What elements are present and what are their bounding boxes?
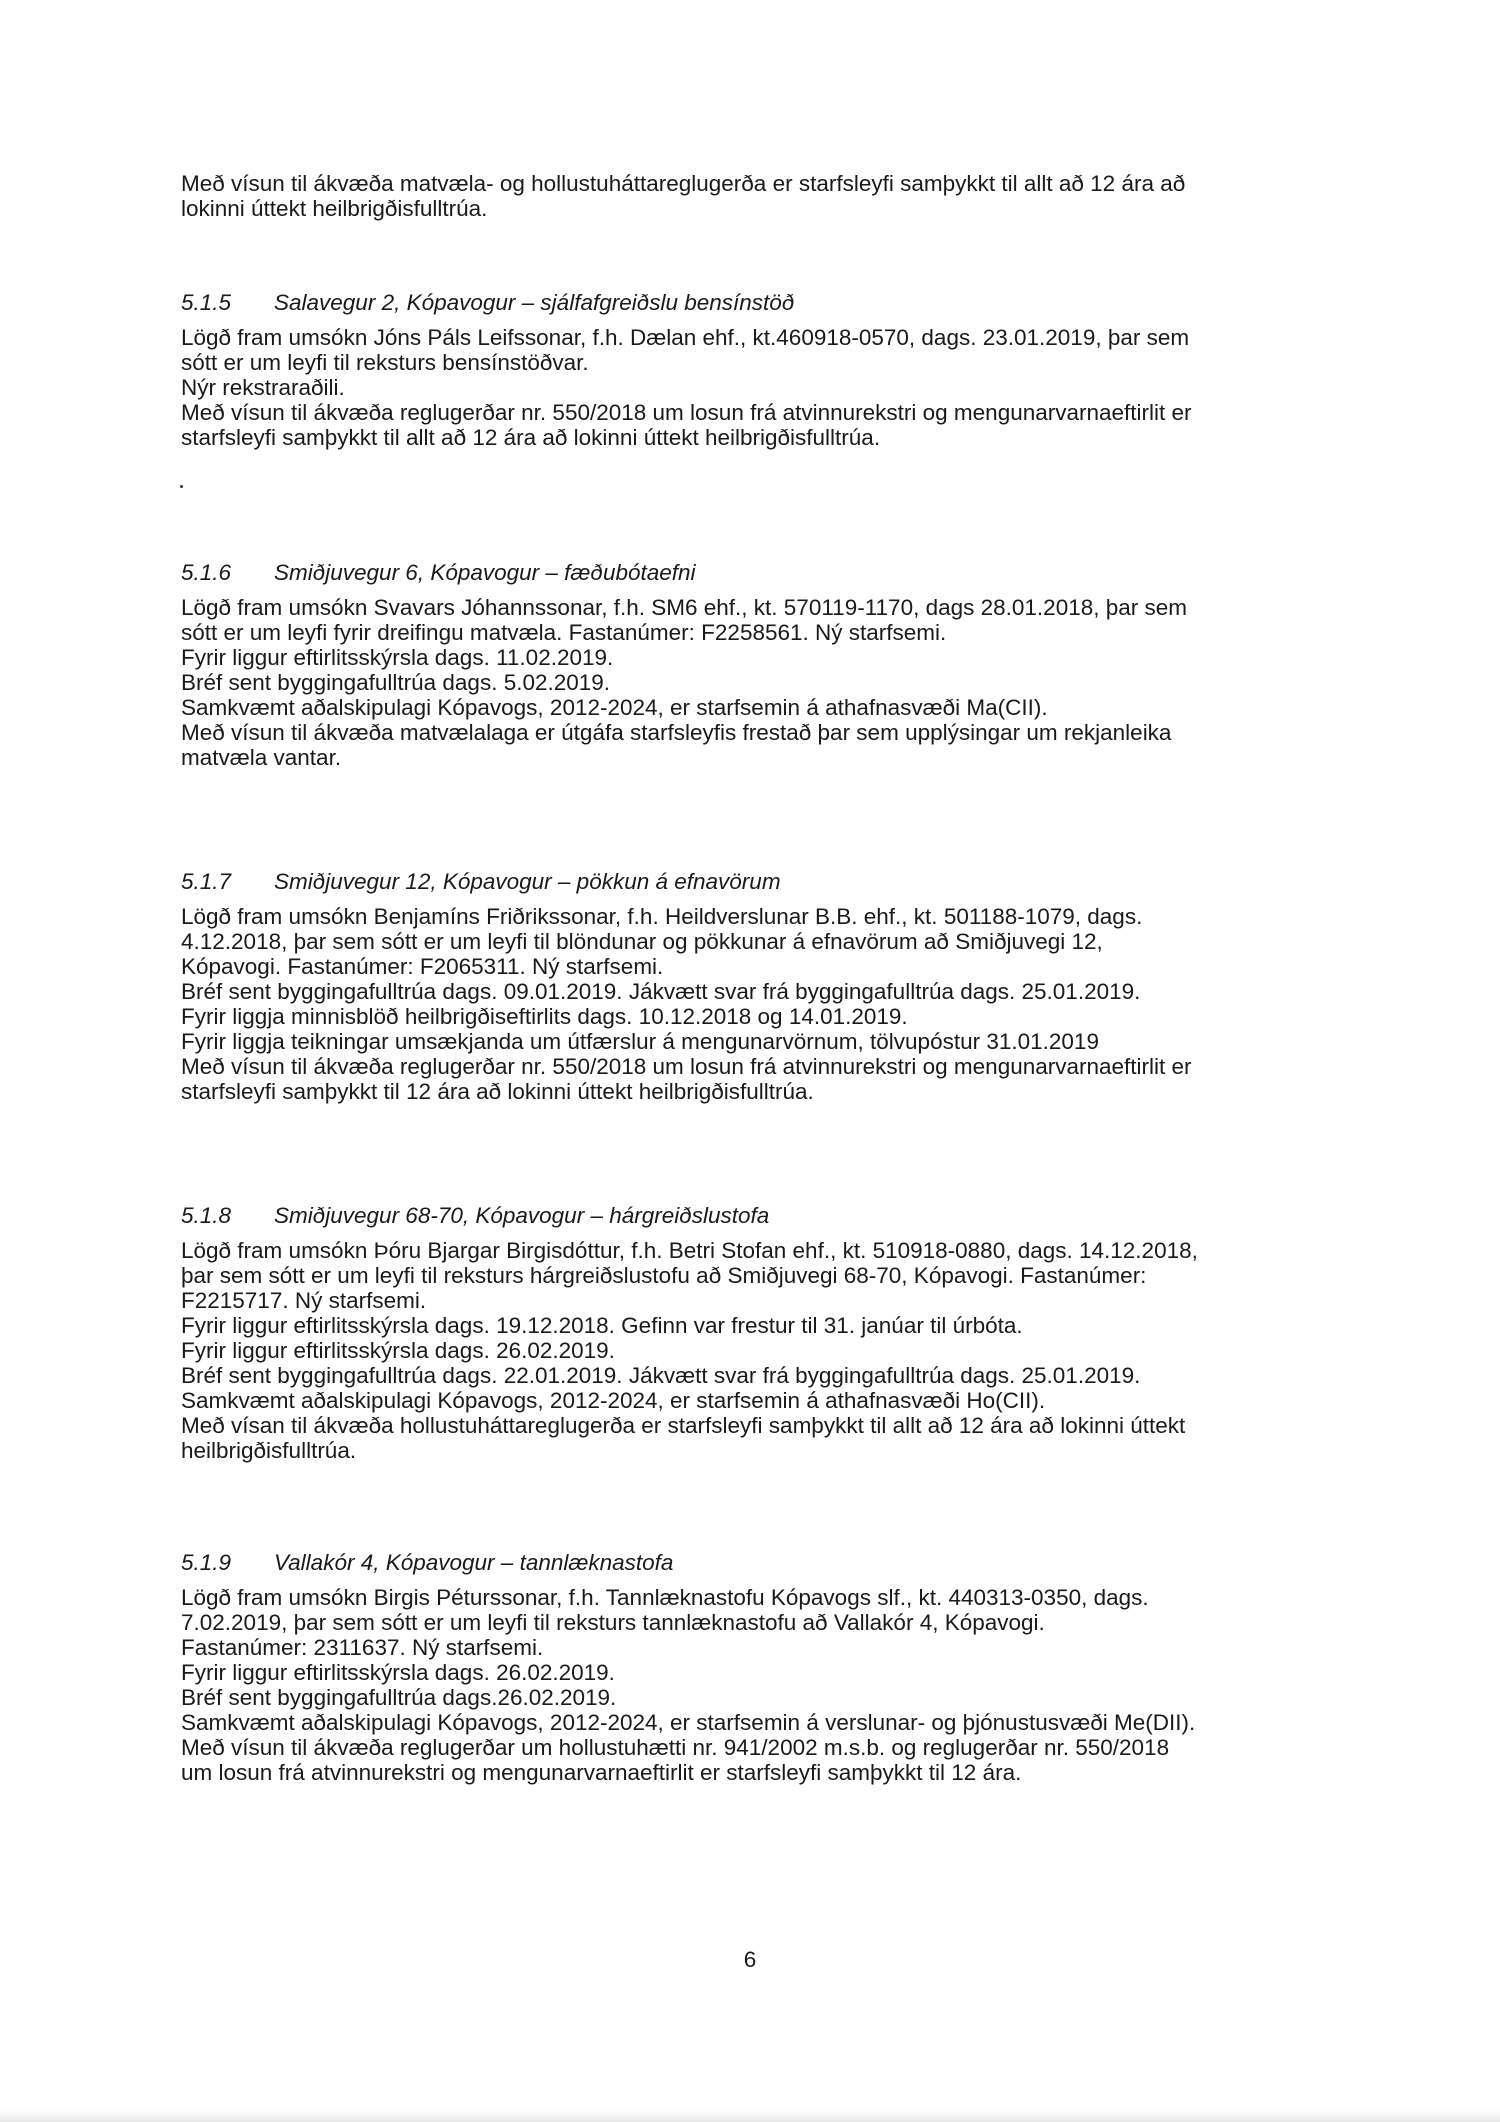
section-5-1-9: [181, 1550, 1341, 1785]
section-heading: [181, 290, 1341, 315]
section-number: 5.1.7: [181, 869, 232, 894]
body-line: Kópavogi. Fastanúmer: F2065311. Ný starfsemi.: [181, 954, 664, 979]
scan-speck: [180, 485, 183, 488]
body-line: Fyrir liggur eftirlitsskýrsla dags. 26.02.2019.: [181, 1338, 615, 1363]
body-line: Lögð fram umsókn Birgis Péturssonar, f.h. Tannlæknastofu Kópavogs slf., kt. 440313-0350, dags.: [181, 1585, 1149, 1610]
body-line: Bréf sent byggingafulltrúa dags. 5.02.2019.: [181, 670, 611, 695]
body-line: matvæla vantar.: [181, 745, 342, 770]
section-title: Salavegur 2, Kópavogur – sjálfafgreiðslu bensínstöð: [274, 290, 795, 315]
body-line: starfsleyfi samþykkt til allt að 12 ára að lokinni úttekt heilbrigðisfulltrúa.: [181, 425, 881, 450]
body-line: Með vísan til ákvæða hollustuháttareglugerða er starfsleyfi samþykkt til allt að 12 ára að lokinni úttekt: [181, 1413, 1186, 1438]
section-number: 5.1.9: [181, 1550, 232, 1575]
section-5-1-6: [181, 560, 1341, 770]
body-line: Með vísun til ákvæða reglugerðar um hollustuhætti nr. 941/2002 m.s.b. og reglugerðar nr. 550/2018: [181, 1735, 1170, 1760]
body-line: Fyrir liggja teikningar umsækjanda um útfærslur á mengunarvörnum, tölvupóstur 31.01.2019: [181, 1029, 1099, 1054]
scan-edge: [0, 2110, 1500, 2122]
body-line: 4.12.2018, þar sem sótt er um leyfi til blöndunar og pökkunar á efnavörum að Smiðjuvegi 12,: [181, 929, 1103, 954]
section-number: 5.1.5: [181, 290, 232, 315]
body-line: Fyrir liggur eftirlitsskýrsla dags. 26.02.2019.: [181, 1660, 615, 1685]
body-line: Bréf sent byggingafulltrúa dags. 22.01.2019. Jákvætt svar frá byggingafulltrúa dags. 25.01.2019.: [181, 1363, 1141, 1388]
body-line: Samkvæmt aðalskipulagi Kópavogs, 2012-2024, er starfsemin á athafnasvæði Ho(CII).: [181, 1388, 1046, 1413]
section-number: 5.1.8: [181, 1203, 232, 1228]
section-title: Smiðjuvegur 6, Kópavogur – fæðubótaefni: [274, 560, 696, 585]
body-line: starfsleyfi samþykkt til 12 ára að lokinni úttekt heilbrigðisfulltrúa.: [181, 1079, 814, 1104]
section-heading: [181, 1550, 1341, 1575]
body-line: Bréf sent byggingafulltrúa dags.26.02.2019.: [181, 1685, 617, 1710]
body-line: Nýr rekstraraðili.: [181, 375, 345, 400]
body-line: Fyrir liggur eftirlitsskýrsla dags. 19.12.2018. Gefinn var frestur til 31. janúar til úrbóta.: [181, 1313, 1023, 1338]
section-number: 5.1.6: [181, 560, 232, 585]
body-line: 7.02.2019, þar sem sótt er um leyfi til reksturs tannlæknastofu að Vallakór 4, Kópavogi.: [181, 1610, 1045, 1635]
body-line: sótt er um leyfi fyrir dreifingu matvæla. Fastanúmer: F2258561. Ný starfsemi.: [181, 620, 947, 645]
section-5-1-5: [181, 290, 1341, 450]
page-number: 6: [743, 1947, 757, 1972]
section-5-1-8: [181, 1203, 1341, 1463]
body-line: Samkvæmt aðalskipulagi Kópavogs, 2012-2024, er starfsemin á verslunar- og þjónustusvæði Me(DII).: [181, 1710, 1196, 1735]
body-line: Með vísun til ákvæða reglugerðar nr. 550/2018 um losun frá atvinnurekstri og mengunarvarnaeftirlit er: [181, 400, 1192, 425]
body-line: um losun frá atvinnurekstri og mengunarvarnaeftirlit er starfsleyfi samþykkt til 12 ára.: [181, 1760, 1022, 1785]
intro-paragraph: [181, 171, 1341, 221]
section-heading: [181, 560, 1341, 585]
section-heading: [181, 1203, 1341, 1228]
body-line: sótt er um leyfi til reksturs bensínstöðvar.: [181, 350, 589, 375]
body-line: Lögð fram umsókn Þóru Bjargar Birgisdóttur, f.h. Betri Stofan ehf., kt. 510918-0880, dags. 14.12.2018,: [181, 1238, 1198, 1263]
body-line: Lögð fram umsókn Jóns Páls Leifssonar, f.h. Dælan ehf., kt.460918-0570, dags. 23.01.2019, þar sem: [181, 325, 1190, 350]
section-5-1-7: [181, 869, 1341, 1104]
section-title: Vallakór 4, Kópavogur – tannlæknastofa: [274, 1550, 674, 1575]
section-title: Smiðjuvegur 12, Kópavogur – pökkun á efnavörum: [274, 869, 781, 894]
body-line: Samkvæmt aðalskipulagi Kópavogs, 2012-2024, er starfsemin á athafnasvæði Ma(CII).: [181, 695, 1048, 720]
body-line: Með vísun til ákvæða reglugerðar nr. 550/2018 um losun frá atvinnurekstri og mengunarvarnaeftirlit er: [181, 1054, 1192, 1079]
body-line: F2215717. Ný starfsemi.: [181, 1288, 427, 1313]
intro-line: lokinni úttekt heilbrigðisfulltrúa.: [181, 196, 488, 221]
body-line: Fyrir liggur eftirlitsskýrsla dags. 11.02.2019.: [181, 645, 614, 670]
body-line: Lögð fram umsókn Svavars Jóhannssonar, f.h. SM6 ehf., kt. 570119-1170, dags 28.01.2018, þar sem: [181, 595, 1188, 620]
section-heading: [181, 869, 1341, 894]
intro-line: Með vísun til ákvæða matvæla- og hollustuháttareglugerða er starfsleyfi samþykkt til allt að 12 ára að: [181, 171, 1186, 196]
body-line: Bréf sent byggingafulltrúa dags. 09.01.2019. Jákvætt svar frá byggingafulltrúa dags. 25.01.2019.: [181, 979, 1141, 1004]
body-line: heilbrigðisfulltrúa.: [181, 1438, 357, 1463]
body-line: Fastanúmer: 2311637. Ný starfsemi.: [181, 1635, 544, 1660]
section-title: Smiðjuvegur 68-70, Kópavogur – hárgreiðslustofa: [274, 1203, 770, 1228]
body-line: Fyrir liggja minnisblöð heilbrigðiseftirlits dags. 10.12.2018 og 14.01.2019.: [181, 1004, 908, 1029]
body-line: Með vísun til ákvæða matvælalaga er útgáfa starfsleyfis frestað þar sem upplýsingar um rekjanleika: [181, 720, 1172, 745]
body-line: þar sem sótt er um leyfi til reksturs hárgreiðslustofu að Smiðjuvegi 68-70, Kópavogi. Fastanúmer:: [181, 1263, 1147, 1288]
body-line: Lögð fram umsókn Benjamíns Friðrikssonar, f.h. Heildverslunar B.B. ehf., kt. 501188-1079, dags.: [181, 904, 1143, 929]
